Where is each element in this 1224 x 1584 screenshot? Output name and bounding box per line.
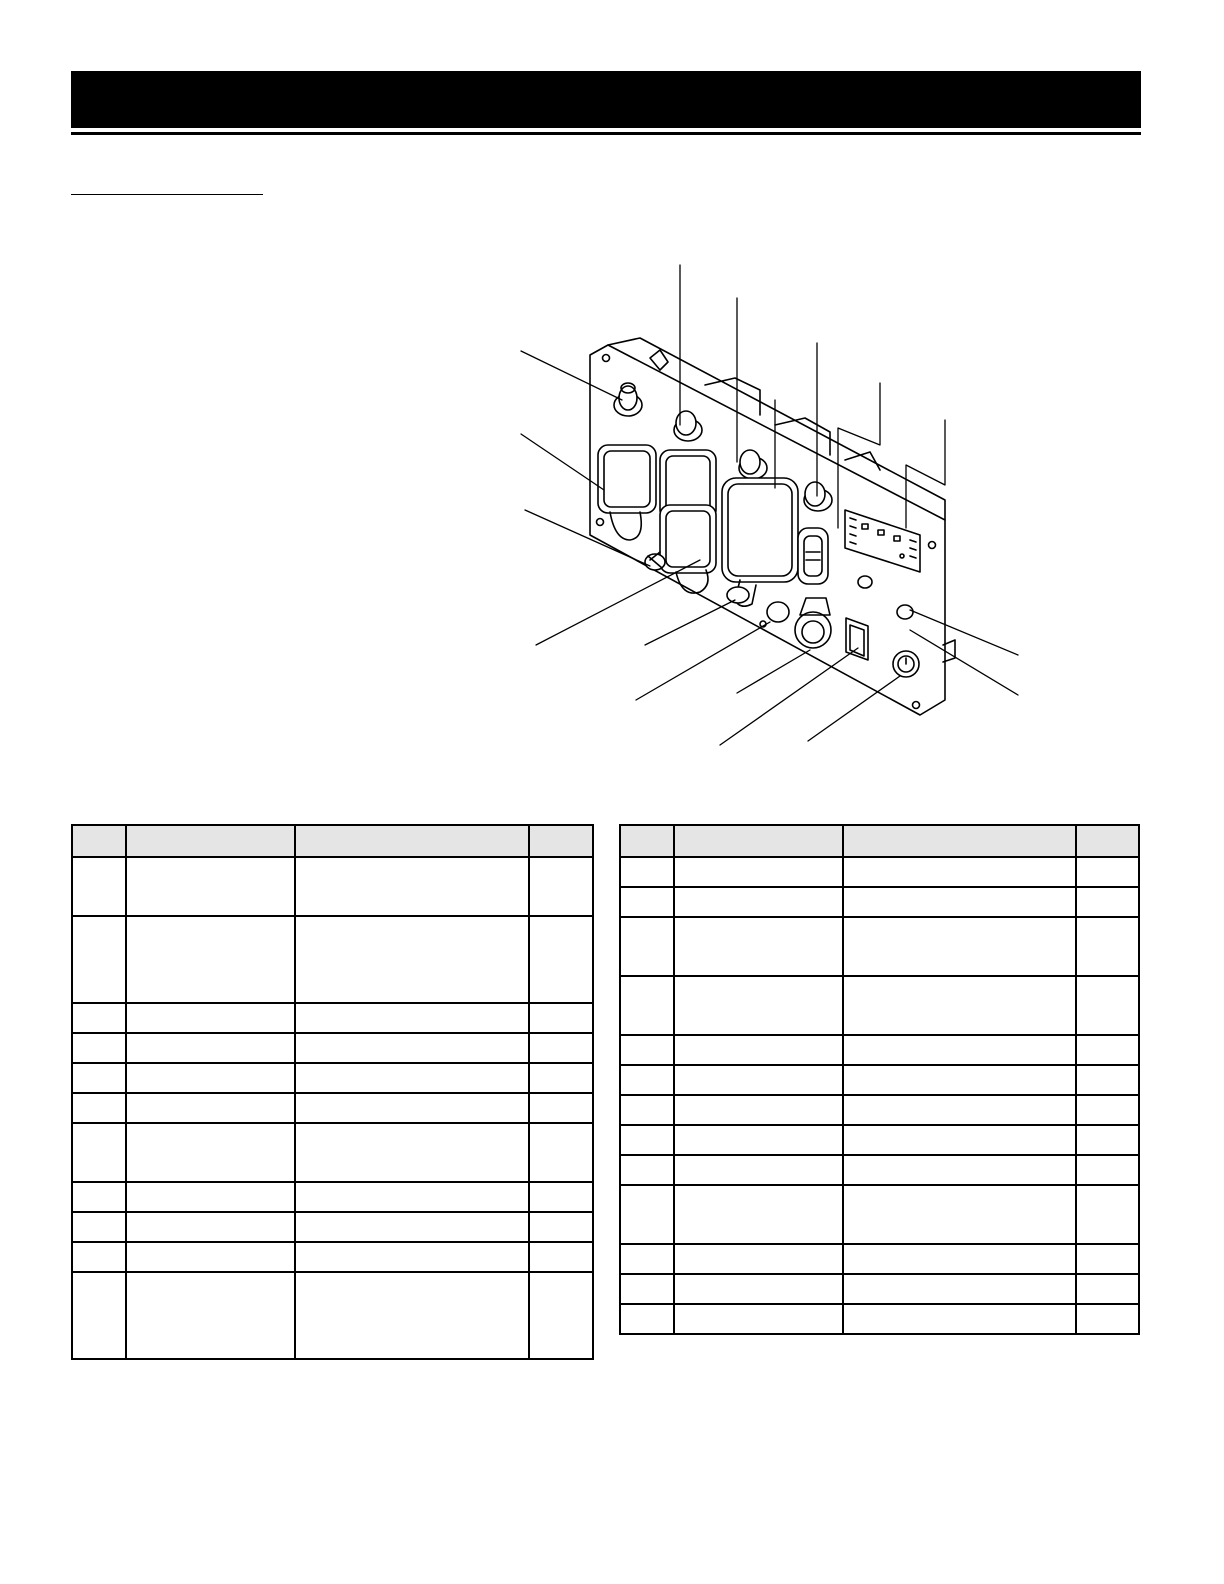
table-cell [72, 1033, 126, 1063]
table-cell [72, 857, 126, 916]
column-header [1076, 825, 1139, 857]
table-cell [674, 1125, 843, 1155]
table-cell [295, 1272, 529, 1359]
table-cell [295, 1003, 529, 1033]
table-row [620, 1274, 1139, 1304]
table-cell [126, 1003, 295, 1033]
table-cell [1076, 1244, 1139, 1274]
column-header [126, 825, 295, 857]
table-cell [620, 1065, 674, 1095]
table-cell [126, 857, 295, 916]
parts-table-right [619, 824, 1140, 1335]
table-cell [126, 1123, 295, 1182]
table-cell [843, 1274, 1076, 1304]
table-cell [843, 1244, 1076, 1274]
table-row [72, 1123, 593, 1182]
table-cell [529, 1242, 593, 1272]
table-cell [1076, 976, 1139, 1035]
table-row [620, 887, 1139, 917]
column-header [529, 825, 593, 857]
table-cell [843, 1304, 1076, 1334]
page-header-band [71, 71, 1141, 128]
column-header [620, 825, 674, 857]
table-cell [674, 976, 843, 1035]
table-cell [1076, 887, 1139, 917]
table-cell [295, 916, 529, 1003]
table-cell [843, 887, 1076, 917]
table-row [72, 857, 593, 916]
table-cell [1076, 1185, 1139, 1244]
table-cell [126, 1093, 295, 1123]
table-row [620, 1035, 1139, 1065]
table-cell [295, 1212, 529, 1242]
table-row [620, 1155, 1139, 1185]
column-header [674, 825, 843, 857]
table-row [72, 916, 593, 1003]
table-cell [529, 1182, 593, 1212]
table-cell [843, 1065, 1076, 1095]
table-row [72, 1063, 593, 1093]
table-cell [529, 1212, 593, 1242]
table-header-row [620, 825, 1139, 857]
table-cell [72, 1063, 126, 1093]
table-cell [620, 857, 674, 887]
table-cell [529, 1093, 593, 1123]
table-cell [295, 1093, 529, 1123]
table-cell [843, 1155, 1076, 1185]
column-header [843, 825, 1076, 857]
table-row [72, 1182, 593, 1212]
table-cell [72, 1242, 126, 1272]
table-cell [295, 1063, 529, 1093]
table-cell [1076, 1095, 1139, 1125]
column-header [295, 825, 529, 857]
table-row [72, 1212, 593, 1242]
table-row [620, 917, 1139, 976]
table-cell [529, 1063, 593, 1093]
table-cell [620, 1155, 674, 1185]
table-cell [295, 1182, 529, 1212]
table-cell [620, 1185, 674, 1244]
table-row [620, 1065, 1139, 1095]
table-cell [843, 1185, 1076, 1244]
table-cell [1076, 917, 1139, 976]
table-cell [529, 916, 593, 1003]
table-cell [674, 857, 843, 887]
table-cell [126, 1033, 295, 1063]
header-rule [71, 132, 1141, 135]
table-cell [674, 887, 843, 917]
table-row [620, 1095, 1139, 1125]
table-cell [1076, 857, 1139, 887]
table-cell [72, 1093, 126, 1123]
table-cell [620, 917, 674, 976]
table-cell [529, 1123, 593, 1182]
table-cell [1076, 1065, 1139, 1095]
table-cell [620, 1244, 674, 1274]
table-cell [674, 1065, 843, 1095]
table-cell [674, 1155, 843, 1185]
table-cell [674, 1095, 843, 1125]
table-cell [126, 1242, 295, 1272]
table-cell [674, 917, 843, 976]
table-cell [529, 1003, 593, 1033]
table-cell [1076, 1274, 1139, 1304]
section-title-underline [71, 194, 263, 195]
table-cell [1076, 1155, 1139, 1185]
table-cell [529, 1033, 593, 1063]
table-cell [674, 1185, 843, 1244]
table-cell [620, 1304, 674, 1334]
table-cell [1076, 1304, 1139, 1334]
table-cell [72, 1003, 126, 1033]
parts-table-left [71, 824, 594, 1360]
power-button-icon [893, 651, 919, 677]
table-row [620, 1244, 1139, 1274]
table-cell [72, 1182, 126, 1212]
column-header [72, 825, 126, 857]
table-cell [620, 976, 674, 1035]
table-row [72, 1272, 593, 1359]
control-panel-diagram [500, 255, 1040, 755]
table-row [72, 1003, 593, 1033]
table-header-row [72, 825, 593, 857]
table-cell [1076, 1035, 1139, 1065]
table-cell [72, 916, 126, 1003]
table-cell [529, 1272, 593, 1359]
table-cell [843, 1095, 1076, 1125]
table-cell [620, 1274, 674, 1304]
table-cell [126, 1212, 295, 1242]
table-cell [620, 1035, 674, 1065]
table-cell [843, 857, 1076, 887]
table-row [620, 1185, 1139, 1244]
table-cell [620, 1095, 674, 1125]
table-cell [620, 1125, 674, 1155]
table-cell [126, 1063, 295, 1093]
table-row [72, 1033, 593, 1063]
table-row [620, 857, 1139, 887]
choke-knob-icon [727, 587, 749, 603]
table-row [72, 1093, 593, 1123]
table-cell [295, 1242, 529, 1272]
table-cell [295, 1123, 529, 1182]
table-cell [529, 857, 593, 916]
rear-terminal [650, 350, 668, 370]
table-cell [72, 1272, 126, 1359]
table-cell [126, 1182, 295, 1212]
table-cell [1076, 1125, 1139, 1155]
table-cell [843, 1125, 1076, 1155]
table-cell [674, 1304, 843, 1334]
table-cell [843, 917, 1076, 976]
table-cell [72, 1123, 126, 1182]
table-cell [674, 1244, 843, 1274]
table-cell [674, 1035, 843, 1065]
table-cell [295, 857, 529, 916]
table-row [620, 1125, 1139, 1155]
table-cell [72, 1212, 126, 1242]
table-cell [126, 1272, 295, 1359]
table-cell [126, 916, 295, 1003]
table-row [620, 1304, 1139, 1334]
table-cell [674, 1274, 843, 1304]
section-title [71, 170, 263, 192]
table-cell [620, 887, 674, 917]
table-row [72, 1242, 593, 1272]
table-cell [295, 1033, 529, 1063]
fuel-knob-icon [767, 602, 789, 622]
table-row [620, 976, 1139, 1035]
table-cell [843, 976, 1076, 1035]
usb-port-icon [798, 528, 828, 584]
table-cell [843, 1035, 1076, 1065]
